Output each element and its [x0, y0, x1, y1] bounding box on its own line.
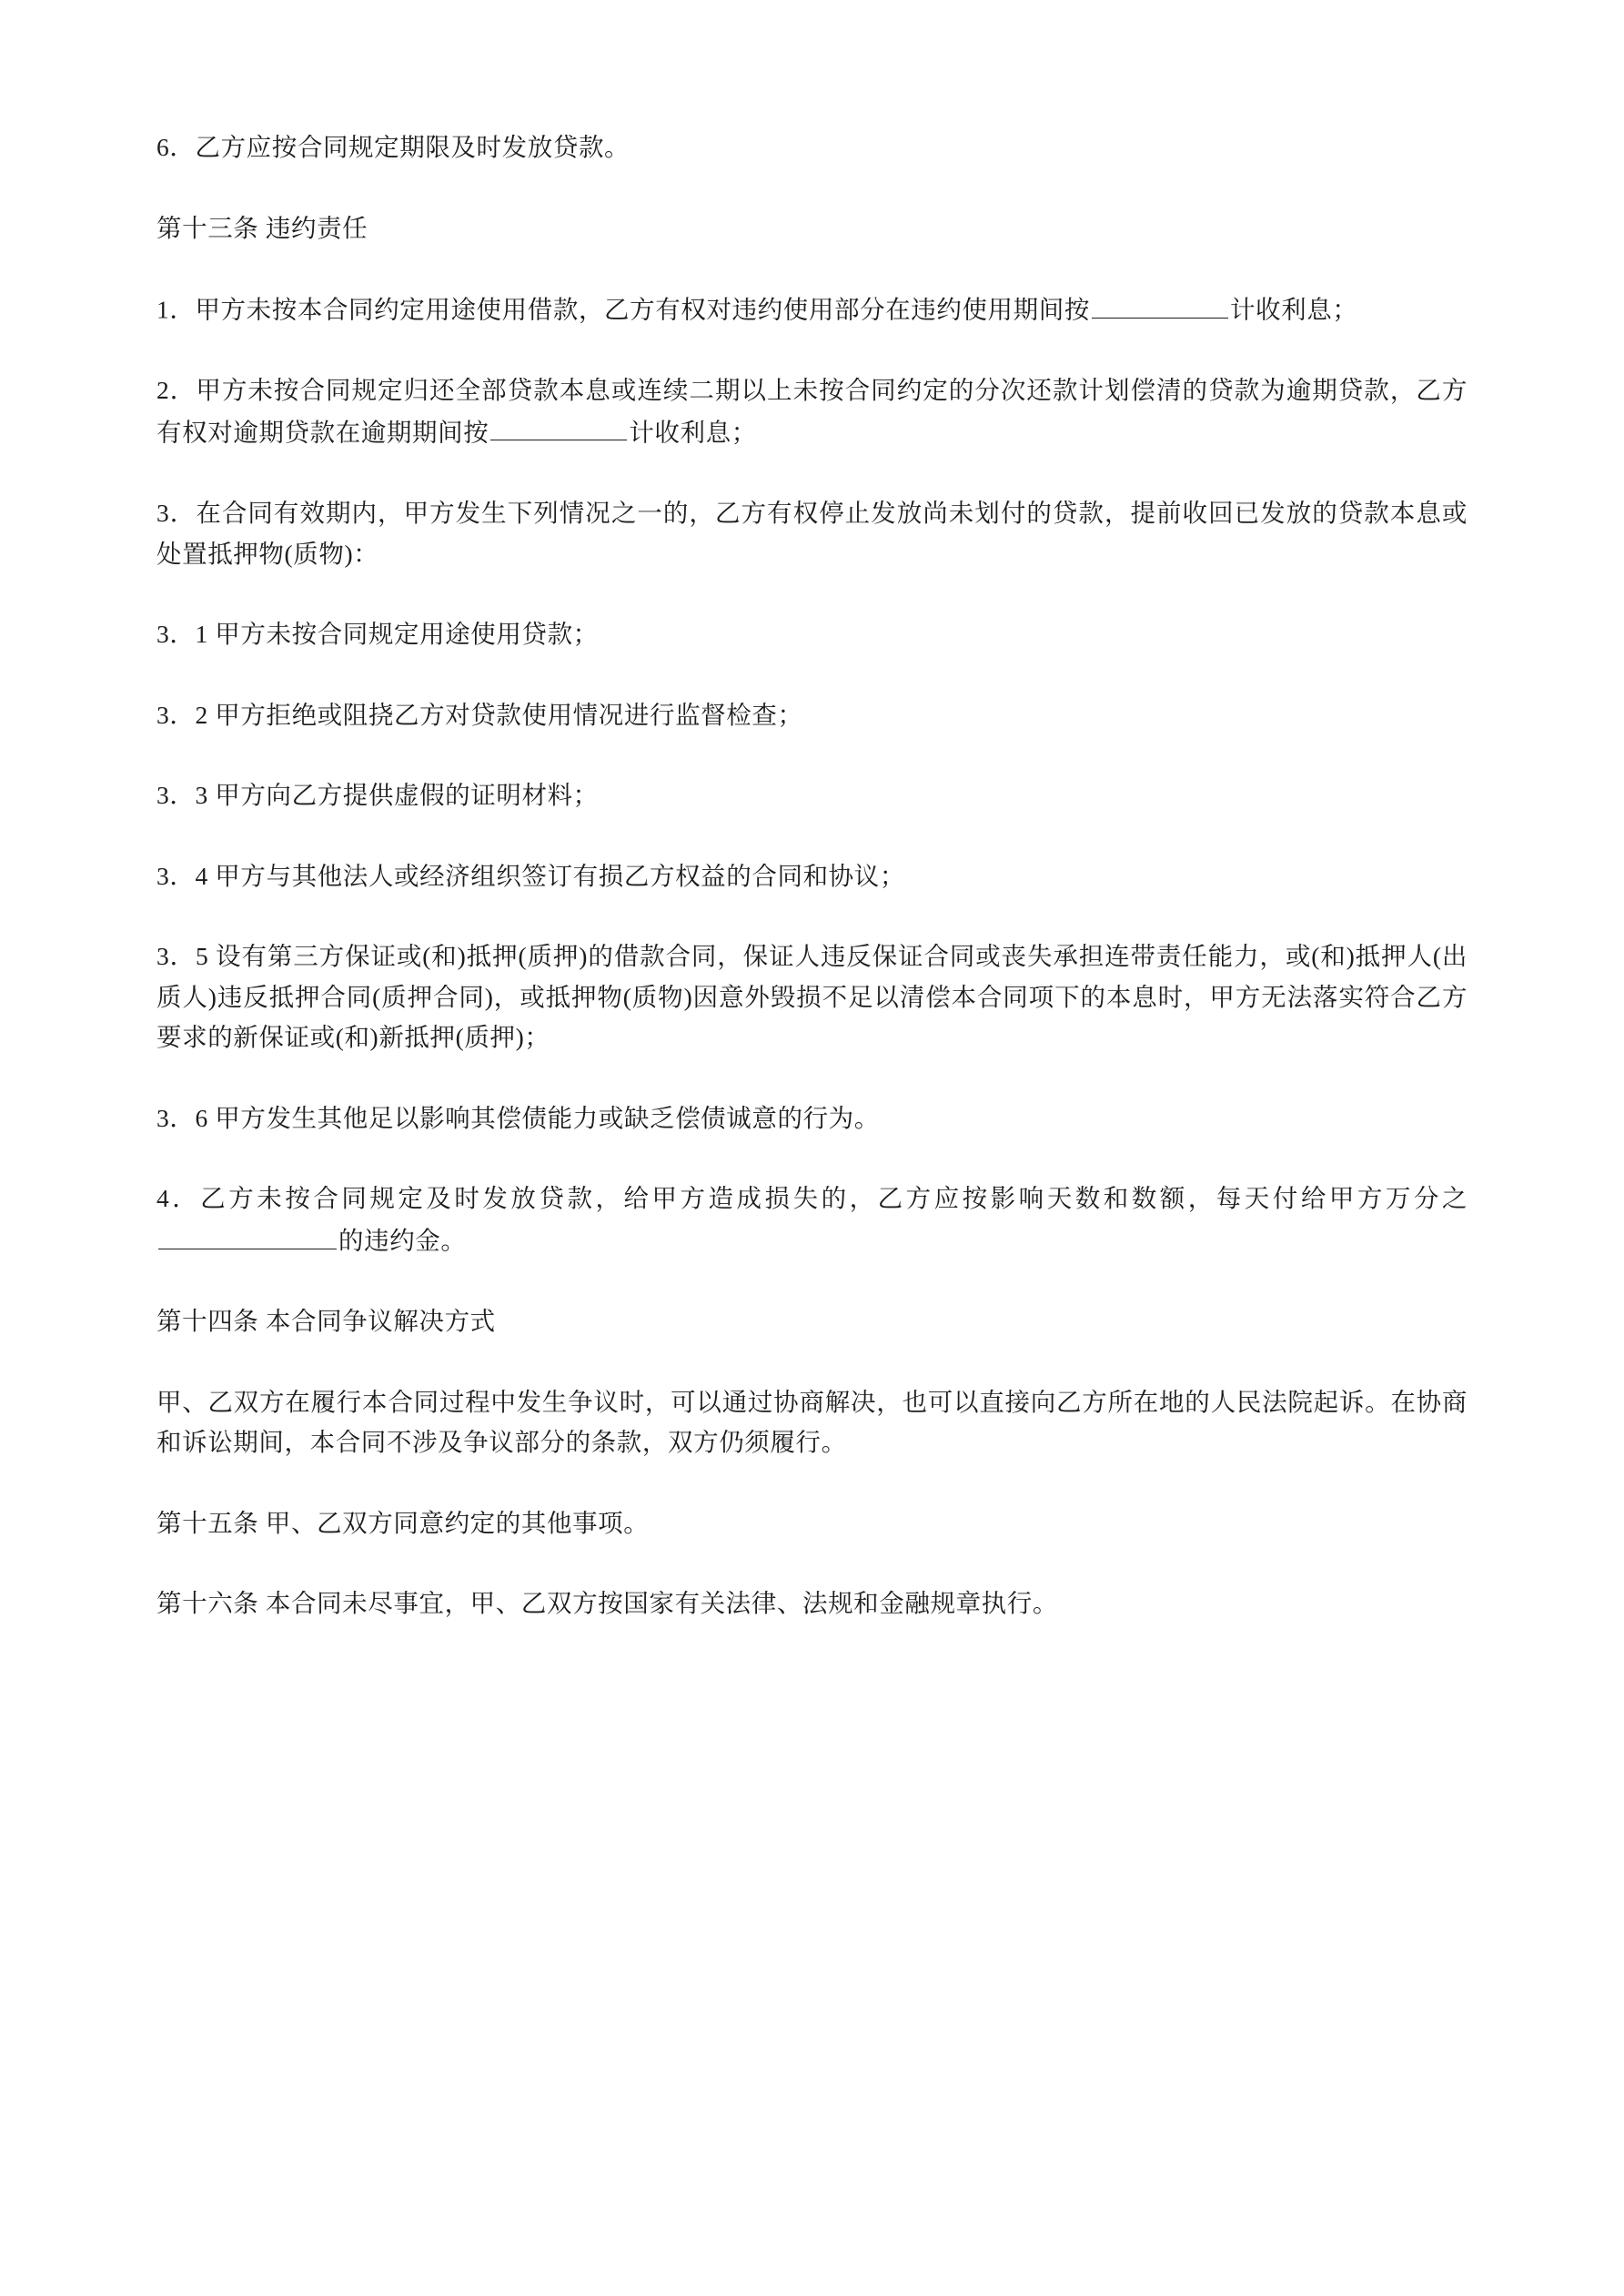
paragraph-text-part-1: 2．甲方未按合同规定归还全部贷款本息或连续二期以上未按合同约定的分次还款计划偿清的贷款为逾期贷款，乙方有权对逾期贷款在逾期期间按 — [156, 376, 1468, 447]
fill-in-blank-penalty-rate[interactable] — [158, 1219, 337, 1249]
paragraph-article-13-item-3-3 — [156, 775, 1468, 816]
paragraph-text-part-2: 计收利息； — [1229, 295, 1358, 324]
paragraph-text: 3．2 甲方拒绝或阻挠乙方对贷款使用情况进行监督检查； — [156, 700, 803, 729]
heading-article-16 — [156, 1583, 1468, 1624]
paragraph-text: 3．5 设有第三方保证或(和)抵押(质押)的借款合同，保证人违反保证合同或丧失承担连带责任能力，或(和)抵押人(出质人)违反抵押合同(质押合同)，或抵押物(质物)因意外毁损不足以清偿本合同项下的本息时，甲方无法落实符合乙方要求的新保证或(和)新抵押(质押)； — [156, 942, 1468, 1052]
fill-in-blank-interest-rate-2[interactable] — [490, 411, 627, 441]
heading-text: 第十六条 本合同未尽事宜，甲、乙双方按国家有关法律、法规和金融规章执行。 — [156, 1589, 1058, 1618]
paragraph-text-part-2: 的违约金。 — [338, 1226, 467, 1255]
paragraph-article-13-item-3-2 — [156, 695, 1468, 736]
fill-in-blank-interest-rate-1[interactable] — [1092, 288, 1228, 319]
heading-article-14 — [156, 1301, 1468, 1342]
heading-text: 第十五条 甲、乙双方同意约定的其他事项。 — [156, 1508, 650, 1537]
paragraph-text: 6．乙方应按合同规定期限及时发放贷款。 — [156, 133, 630, 161]
paragraph-article-13-item-4 — [156, 1178, 1468, 1261]
paragraph-article-13-item-3-1 — [156, 614, 1468, 655]
heading-text: 第十三条 违约责任 — [156, 213, 368, 242]
paragraph-text-part-1: 4．乙方未按合同规定及时发放贷款，给甲方造成损失的，乙方应按影响天数和数额，每天付给甲方万分之 — [156, 1184, 1468, 1213]
paragraph-article-13-item-1 — [156, 288, 1468, 330]
paragraph-article-13-item-3 — [156, 493, 1468, 574]
paragraph-item-6 — [156, 127, 1468, 168]
paragraph-text: 3．6 甲方发生其他足以影响其偿债能力或缺乏偿债诚意的行为。 — [156, 1103, 880, 1132]
paragraph-article-14-body — [156, 1382, 1468, 1463]
paragraph-text: 3．在合同有效期内，甲方发生下列情况之一的，乙方有权停止发放尚未划付的贷款，提前收回已发放的贷款本息或处置抵押物(质物)： — [156, 498, 1468, 568]
paragraph-text: 3．4 甲方与其他法人或经济组织签订有损乙方权益的合同和协议； — [156, 861, 905, 890]
heading-article-15 — [156, 1503, 1468, 1544]
paragraph-text: 甲、乙双方在履行本合同过程中发生争议时，可以通过协商解决，也可以直接向乙方所在地的人民法院起诉。在协商和诉讼期间，本合同不涉及争议部分的条款，双方仍须履行。 — [156, 1387, 1468, 1457]
heading-article-13 — [156, 208, 1468, 249]
paragraph-article-13-item-3-4 — [156, 856, 1468, 897]
document-body — [156, 127, 1468, 1624]
paragraph-article-13-item-3-6 — [156, 1098, 1468, 1139]
paragraph-text-part-2: 计收利息； — [629, 418, 757, 447]
paragraph-text: 3．1 甲方未按合同规定用途使用贷款； — [156, 620, 599, 649]
paragraph-article-13-item-3-5 — [156, 936, 1468, 1058]
paragraph-text-part-1: 1．甲方未按本合同约定用途使用借款，乙方有权对违约使用部分在违约使用期间按 — [156, 295, 1090, 324]
heading-text: 第十四条 本合同争议解决方式 — [156, 1307, 496, 1336]
paragraph-text: 3．3 甲方向乙方提供虚假的证明材料； — [156, 781, 599, 810]
paragraph-article-13-item-2 — [156, 370, 1468, 453]
